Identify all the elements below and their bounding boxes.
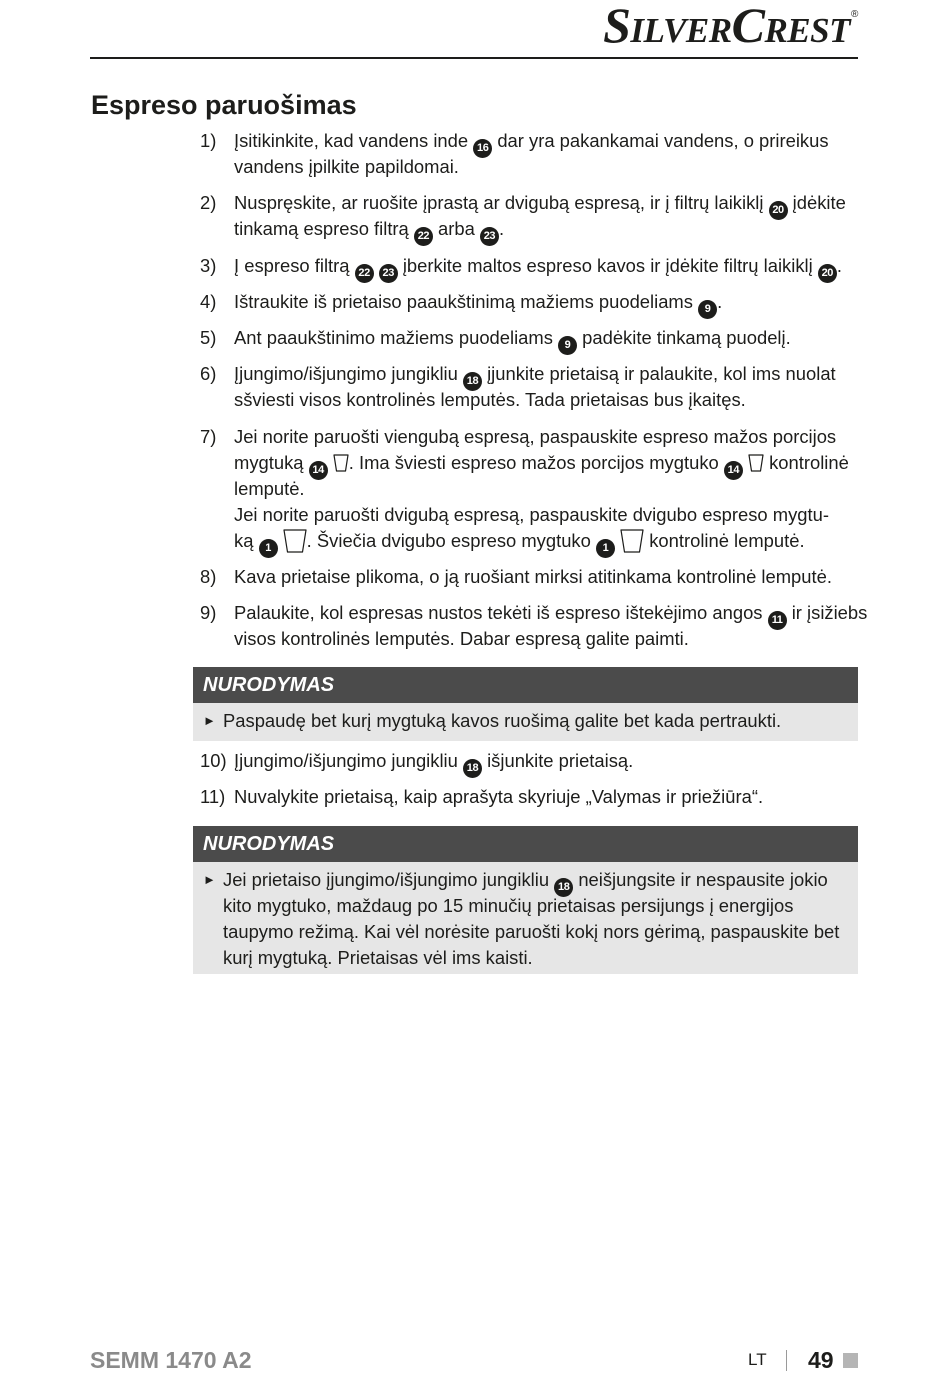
part-reference-badge: 18 [463,759,482,778]
page-marker-square [843,1353,858,1368]
text-run: tinkamą espreso filtrą [234,218,414,240]
part-reference-badge: 23 [480,227,499,246]
part-reference-badge: 18 [463,372,482,391]
text-line [234,128,900,154]
footer-divider [786,1350,787,1371]
step-item [200,253,900,279]
note-box [193,826,858,974]
step-item [200,748,900,774]
text-run: kito mygtuko, maždaug po 15 minučių prietaisas persijungs į energijos [223,895,794,916]
step-number: 1) [200,130,217,151]
text-run: įjunkite prietaisą ir palaukite, kol ims nuolat [481,363,836,385]
text-line [234,748,900,774]
step-text [234,325,900,351]
text-run: . Šviečia dvigubo espreso mygtuko [306,529,596,551]
text-line [234,564,900,590]
step-text [234,600,900,652]
text-line [234,600,900,626]
text-run: neišjungsite ir nespausite jokio [573,869,828,890]
text-run: ką [234,529,259,551]
text-run: įdėkite [787,192,846,214]
note-heading: NURODYMAS [193,826,858,862]
section-title: Espreso paruošimas [91,90,357,120]
text-line [234,154,900,180]
step-item [200,424,900,554]
step-number: 6) [200,363,217,385]
text-run: . [717,290,723,312]
note-heading: NURODYMAS [193,667,858,703]
step-number: 11) [200,786,226,808]
part-reference-badge: 9 [698,300,717,319]
text-line [234,424,900,450]
step-item [200,128,900,180]
text-run: Ištraukite iš prietaiso paaukštinimą mažiems puodeliams [234,290,699,312]
text-run: kontrolinė lemputė. [644,529,805,551]
part-reference-badge: 11 [768,611,787,630]
registered-mark: ® [851,9,859,20]
text-line [223,708,858,734]
part-reference-badge: 14 [309,461,328,480]
text-run: Nuvalykite prietaisą, kaip aprašyta skyriuje „Valymas ir priežiūra“. [234,786,764,808]
page-number: 49 [808,1347,834,1373]
text-line [234,216,900,242]
step-item [200,289,900,315]
text-run: taupymo režimą. Kai vėl norėsite paruošti kokį nors gėrimą, paspauskite bet [223,921,840,942]
text-run: padėkite tinkamą puodelį. [577,327,791,348]
part-reference-badge: 16 [473,139,492,158]
text-run: . [836,254,842,276]
text-run: kontrolinė [763,451,849,473]
bullet-arrow-icon: ► [203,872,216,887]
note-body [193,703,858,741]
step-text [234,748,900,774]
text-line [223,867,858,893]
step-number: 2) [200,192,217,214]
step-number: 10) [200,750,227,771]
double-espresso-cup-icon [620,529,644,553]
step-item [200,784,900,810]
model-number: SEMM 1470 A2 [90,1347,252,1373]
text-run: įberkite maltos espreso kavos ir įdėkite filtrų laikiklį [397,254,818,276]
text-line [234,784,900,810]
text-run: visos kontrolinės lemputės. Dabar espresą galite paimti. [234,628,689,649]
text-run: Įsitikinkite, kad vandens inde [234,130,474,151]
text-run: Ant paaukštinimo mažiems puodeliams [234,327,559,348]
text-line [234,502,900,528]
text-run: Palaukite, kol espresas nustos tekėti iš espreso ištekėjimo angos [234,602,768,623]
text-line [234,253,900,279]
text-run: mygtuką [234,451,309,473]
step-text [234,784,900,810]
part-reference-badge: 22 [355,264,374,283]
part-reference-badge: 9 [558,336,577,355]
step-number: 8) [200,565,217,587]
text-run: dar yra pakankamai vandens, o prireikus [492,130,829,151]
language-code: LT [748,1350,767,1369]
text-run: arba [432,218,480,240]
text-run: Įjungimo/išjungimo jungikliu [234,363,463,385]
part-reference-badge: 20 [769,201,788,220]
step-text [234,564,900,590]
text-line [234,325,900,351]
step-item [200,600,900,652]
instruction-list [200,128,900,652]
text-line [234,528,900,554]
text-line [234,387,900,413]
text-line [234,361,900,387]
step-number: 9) [200,602,217,623]
text-run: Į espreso filtrą [234,254,355,276]
note-box [193,667,858,741]
note-text [223,867,858,971]
part-reference-badge: 20 [818,264,837,283]
header-rule [90,57,858,59]
text-run: Nuspręskite, ar ruošite įprastą ar dvigubą espresą, ir į filtrų laikiklį [234,192,769,214]
text-run: Jei prietaiso įjungimo/išjungimo jungikliu [223,869,555,890]
text-run: Jei norite paruošti viengubą espresą, paspauskite espreso mažos porcijos [234,425,837,447]
text-line [223,919,858,945]
text-run [374,255,379,276]
step-text [234,128,900,180]
part-reference-badge: 1 [259,539,278,558]
step-number: 4) [200,290,217,312]
step-text [234,424,900,554]
text-line [223,893,858,919]
step-number: 7) [200,425,217,447]
part-reference-badge: 18 [554,878,573,897]
text-run: kurį mygtuką. Prietaisas vėl ims kaisti. [223,947,533,968]
text-line [223,945,858,971]
double-espresso-cup-icon [283,529,307,553]
step-item [200,361,900,413]
step-text [234,289,900,315]
step-item [200,190,900,242]
text-run: Kava prietaise plikoma, o ją ruošiant mirksi atitinkama kontrolinė lemputė. [234,565,832,587]
text-run: Paspaudę bet kurį mygtuką kavos ruošimą galite bet kada pertraukti. [223,710,782,731]
step-item [200,564,900,590]
step-number: 3) [200,254,217,276]
bullet-arrow-icon: ► [203,713,216,728]
text-run: lemputė. [234,477,305,499]
part-reference-badge: 14 [724,461,743,480]
part-reference-badge: 1 [596,539,615,558]
text-line [234,450,900,476]
text-run: išjunkite prietaisą. [481,750,634,771]
step-text [234,253,900,279]
text-run: vandens įpilkite papildomai. [234,156,459,177]
text-run: sšviesti visos kontrolinės lemputės. Tada prietaisas bus įkaitęs. [234,389,746,411]
text-run: ir įsižiebs [786,602,868,623]
text-run: Įjungimo/išjungimo jungikliu [234,750,463,771]
note-body [193,862,858,974]
text-line [234,476,900,502]
step-number: 5) [200,327,217,348]
step-item [200,325,900,351]
text-run: . Ima šviesti espreso mažos porcijos mygtuko [348,451,724,473]
step-text [234,361,900,413]
part-reference-badge: 22 [414,227,433,246]
text-line [234,190,900,216]
text-line [234,289,900,315]
text-run: . [498,218,505,240]
single-espresso-cup-icon [333,454,349,472]
step-text [234,190,900,242]
part-reference-badge: 23 [379,264,398,283]
text-run: Jei norite paruošti dvigubą espresą, paspauskite dvigubo espreso mygtu- [234,503,829,525]
note-text [223,708,858,734]
text-line [234,626,900,652]
brand-logo: SilverCrest [603,0,850,53]
single-espresso-cup-icon [748,454,764,472]
instruction-list-continued [200,748,900,810]
